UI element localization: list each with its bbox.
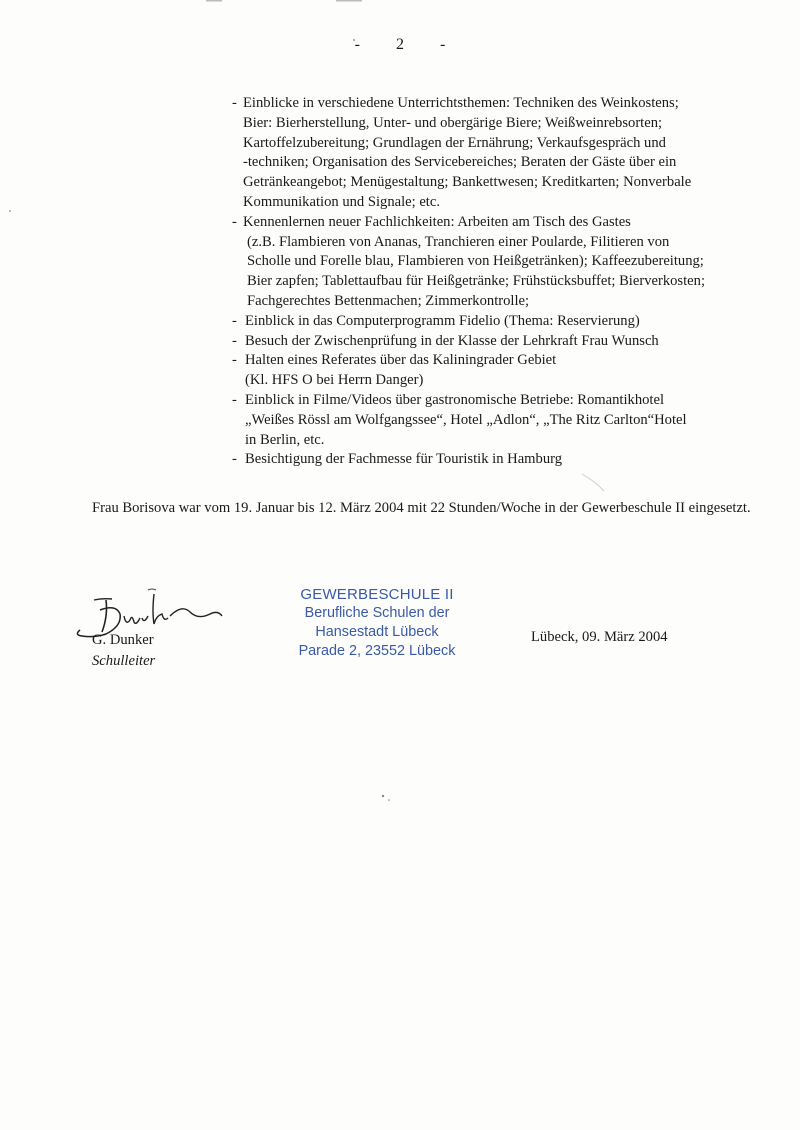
- place-date: Lübeck, 09. März 2004: [531, 629, 668, 645]
- list-item-line: Einblicke in verschiedene Unterrichtsthemen: Techniken des Weinkostens;: [243, 95, 679, 111]
- list-item-line: Getränkeangebot; Menügestaltung; Bankettwesen; Kreditkarten; Nonverbale: [243, 174, 692, 191]
- list-item-line: Einblick in das Computerprogramm Fidelio (Thema: Reservierung): [245, 312, 640, 329]
- signer-name: G. Dunker: [92, 632, 154, 648]
- list-item-line: (Kl. HFS O bei Herrn Danger): [245, 372, 424, 389]
- page-number-value: 2: [396, 36, 404, 53]
- list-item: [232, 213, 772, 312]
- signature-block: [72, 586, 242, 676]
- list-item-line: -techniken; Organisation des Servicebereiches; Beraten der Gäste über ein: [243, 154, 677, 171]
- list-item-line: Einblick in Filme/Videos über gastronomische Betriebe: Romantikhotel: [245, 391, 665, 408]
- list-item-line: Kommunikation und Signale; etc.: [243, 193, 440, 210]
- list-item-line: Halten eines Referates über das Kaliningrader Gebiet: [245, 352, 557, 369]
- assignment-summary: Frau Borisova war vom 19. Januar bis 12. März 2004 mit 22 Stunden/Woche in der Gewerbeschule II eingesetzt.: [92, 500, 751, 516]
- list-item-line: Besuch der Zwischenprüfung in der Klasse der Lehrkraft Frau Wunsch: [245, 332, 659, 349]
- list-item-line: in Berlin, etc.: [245, 431, 325, 448]
- list-item-line: Kennenlernen neuer Fachlichkeiten: Arbeiten am Tisch des Gastes: [243, 213, 631, 230]
- stamp-line: Hansestadt Lübeck: [315, 624, 439, 640]
- school-stamp: [282, 585, 472, 661]
- list-bullet: -: [232, 391, 237, 408]
- stamp-line: Parade 2, 23552 Lübeck: [298, 643, 456, 659]
- page-number-dash-left: -: [354, 36, 360, 53]
- signer-role: Schulleiter: [92, 653, 156, 669]
- list-bullet: -: [232, 95, 237, 111]
- list-item: [232, 312, 772, 332]
- list-item: [232, 450, 772, 470]
- list-item-line: Besichtigung der Fachmesse für Touristik in Hamburg: [245, 451, 563, 468]
- list-item-line: (z.B. Flambieren von Ananas, Tranchieren einer Poularde, Filitieren von: [247, 233, 670, 250]
- list-item: [232, 351, 772, 391]
- list-item-line: Bier: Bierherstellung, Unter- und obergärige Biere; Weißweinrebsorten;: [243, 114, 663, 131]
- page-number: [0, 36, 800, 54]
- activity-list: [232, 94, 772, 470]
- list-item: [232, 332, 772, 352]
- list-item-line: „Weißes Rössl am Wolfgangssee“, Hotel „Adlon“, „The Ritz Carlton“Hotel: [245, 411, 687, 428]
- list-bullet: -: [232, 451, 237, 468]
- list-item-line: Kartoffelzubereitung; Grundlagen der Ernährung; Verkaufsgespräch und: [243, 134, 666, 151]
- list-bullet: -: [232, 213, 237, 230]
- list-bullet: -: [232, 312, 237, 329]
- stamp-title: GEWERBESCHULE II: [300, 586, 454, 603]
- list-item-line: Fachgerechtes Bettenmachen; Zimmerkontrolle;: [247, 292, 530, 309]
- list-item: [232, 94, 772, 213]
- list-bullet: -: [232, 352, 237, 369]
- list-item-line: Bier zapfen; Tablettaufbau für Heißgetränke; Frühstücksbuffet; Bierverkosten;: [247, 273, 705, 290]
- page-number-dash-right: -: [440, 36, 446, 53]
- list-item: [232, 391, 772, 450]
- stamp-line: Berufliche Schulen der: [304, 605, 450, 621]
- list-item-line: Scholle und Forelle blau, Flambieren von Heißgetränken); Kaffeezubereitung;: [247, 253, 704, 270]
- list-bullet: -: [232, 332, 237, 349]
